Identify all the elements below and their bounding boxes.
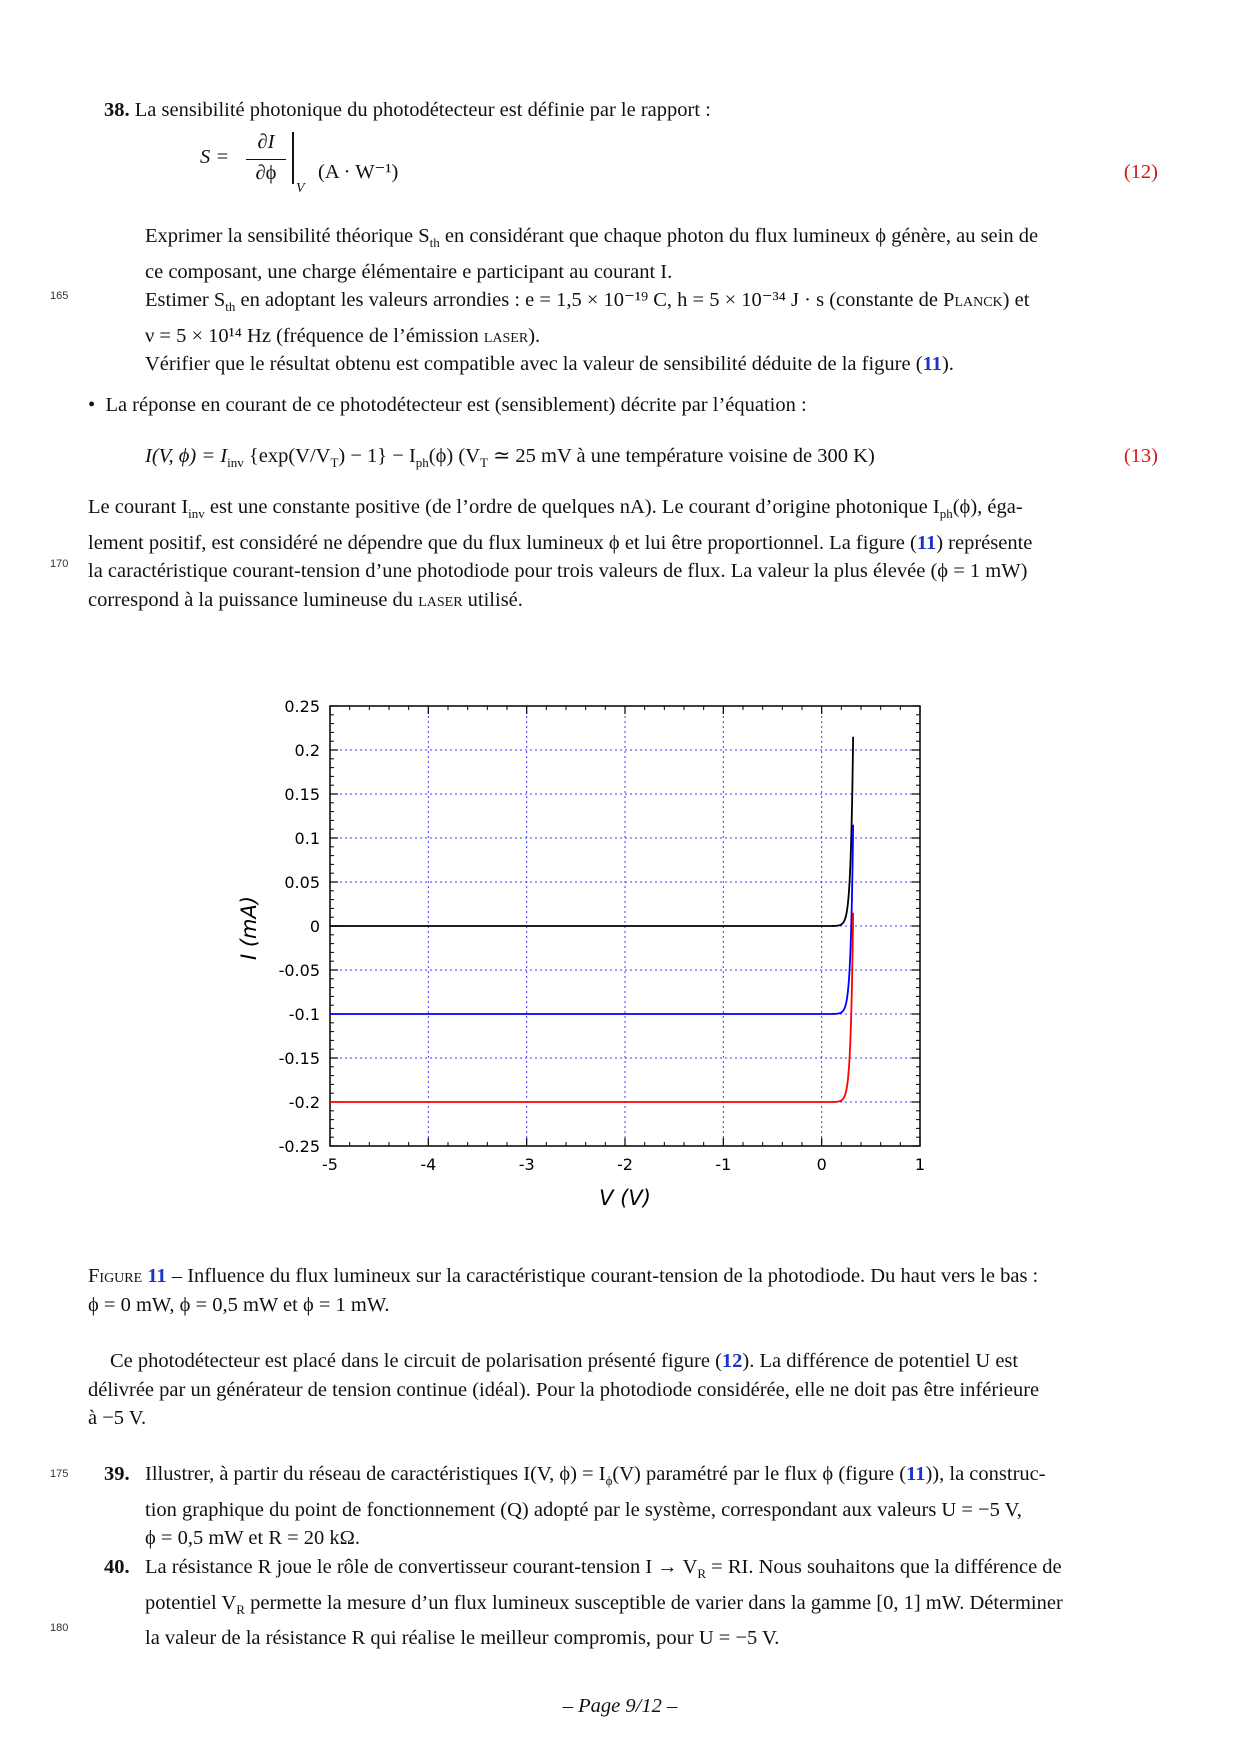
y-tick-label: 0.05 — [284, 873, 320, 892]
q38-line2: ce composant, une charge élémentaire e participant au courant I. — [145, 260, 673, 283]
q40-line3: la valeur de la résistance R qui réalise le meilleur compromis, pour U = −5 V. — [145, 1627, 780, 1650]
eq12-denominator: ∂ϕ — [255, 162, 277, 184]
q38-intro-text: La sensibilité photonique du photodétecteur est définie par le rapport : — [134, 99, 711, 121]
eq12-lhs: S = — [200, 146, 230, 168]
x-tick-label: 1 — [914, 1155, 926, 1174]
series-line-1 — [330, 737, 853, 926]
series-line-3 — [330, 913, 853, 1102]
fig11-link[interactable]: 11 — [906, 1463, 926, 1485]
fig12-link[interactable]: 12 — [721, 1350, 743, 1372]
y-tick-label: -0.15 — [278, 1049, 320, 1068]
q38-line1: Exprimer la sensibilité théorique $S_{th}$ en considérant que chaque photon du flux lumineux ϕ génère, au sein de — [145, 225, 1039, 251]
bullet-text: • La réponse en courant de ce photodétecteur est (sensiblement) décrite par l’équation : — [88, 394, 807, 416]
q40-number: 40. — [104, 1556, 130, 1578]
q40-line2: potentiel $V_R$ permette la mesure d’un flux lumineux susceptible de varier dans la gamme [0, 1] mW. Déterminer — [145, 1591, 1063, 1617]
eq12-numerator: ∂I — [257, 131, 275, 153]
eq12-eval-bar — [292, 132, 294, 184]
line-number-170: 170 — [50, 558, 69, 570]
line-number-165: 165 — [50, 290, 69, 302]
line-number-180: 180 — [50, 1622, 69, 1634]
eq12-ref[interactable]: (12) — [1123, 161, 1158, 183]
para2-line1: Ce photodétecteur est placé dans le circuit de polarisation présenté figure (12). La différence de potentiel U est — [110, 1350, 1019, 1372]
q38-number: 38. — [104, 99, 130, 121]
eq12-unit: (A · W⁻¹) — [318, 161, 399, 183]
x-tick-label: -4 — [420, 1155, 437, 1174]
y-tick-labels — [279, 697, 320, 1156]
q40-line1: La résistance R joue le rôle de convertisseur courant-tension $I \to V_R$ = RI. Nous souhaitons que la différence de — [145, 1556, 1062, 1582]
q38-line3: Estimer $S_{th}$ en adoptant les valeurs arrondies : e = 1,5 × 10⁻¹⁹ C, h = 5 × 10⁻³⁴ J · s (constante de Planck) et — [145, 289, 1030, 315]
fig11-link[interactable]: 11 — [916, 531, 937, 554]
x-tick-label: -2 — [617, 1155, 633, 1174]
figure-number: 11 — [147, 1265, 167, 1287]
fig11-link[interactable]: 11 — [922, 353, 942, 376]
q38-body — [145, 222, 1157, 379]
para2-line3: à −5 V. — [88, 1407, 147, 1429]
eq13-ref[interactable]: (13) — [1123, 445, 1158, 467]
chart-curves — [330, 737, 853, 1102]
para1-line1: Le courant $I_{inv}$ est une constante positive (de l’ordre de quelques nA). Le courant d’origine photonique $I_{ph}(\phi)$, éga- — [88, 496, 1023, 522]
caption-line2: ϕ = 0 mW, ϕ = 0,5 mW et ϕ = 1 mW. — [88, 1293, 390, 1316]
y-tick-label: -0.05 — [278, 961, 320, 980]
x-tick-label: -5 — [322, 1155, 338, 1174]
y-tick-label: -0.25 — [278, 1137, 320, 1156]
series-line-2 — [330, 825, 853, 1014]
x-tick-labels — [322, 1155, 925, 1174]
figure-caption — [88, 1262, 1154, 1319]
y-tick-label: 0.25 — [284, 697, 320, 716]
eq12-subscript: V — [296, 181, 305, 196]
q39-number: 39. — [104, 1463, 130, 1485]
q40-body — [145, 1553, 1157, 1653]
q39-line3: ϕ = 0,5 mW et R = 20 kΩ. — [145, 1527, 361, 1550]
para1-line3: la caractéristique courant-tension d’une photodiode pour trois valeurs de flux. La valeur la plus élevée (ϕ = 1 mW) — [88, 560, 1028, 583]
q39-line2: tion graphique du point de fonctionnement (Q) adopté par le système, correspondant aux valeurs U = −5 V, — [145, 1498, 1022, 1521]
q38-line4: ν = 5 × 10¹⁴ Hz (fréquence de l’émission laser). — [145, 324, 541, 347]
para1 — [88, 493, 1156, 614]
eq13: I(V, $\phi) = I_{inv}$ $\{\exp(V/V_T) - 1\} - I_{ph}(\phi)$ ($V_T$ ≃ 25 mV à une température voisine de 300 K) — [145, 445, 875, 471]
caption-line1: Figure 11 – Influence du flux lumineux sur la caractéristique courant-tension de la photodiode. Du haut vers le bas : — [88, 1265, 1039, 1287]
y-tick-label: 0.1 — [294, 829, 320, 848]
y-axis-label: I (mA) — [237, 895, 261, 961]
x-tick-label: 0 — [816, 1155, 827, 1174]
y-tick-label: 0 — [309, 917, 320, 936]
x-axis-label: V (V) — [599, 1186, 651, 1210]
x-tick-label: -3 — [518, 1155, 535, 1174]
q38-line5: Vérifier que le résultat obtenu est compatible avec la valeur de sensibilité déduite de la figure (11). — [145, 353, 954, 376]
para2-line2: délivrée par un générateur de tension continue (idéal). Pour la photodiode considérée, elle ne doit pas être inférieure — [88, 1378, 1040, 1401]
para1-line4: correspond à la puissance lumineuse du laser utilisé. — [88, 588, 523, 611]
x-tick-label: -1 — [715, 1155, 732, 1174]
figure-11-chart — [230, 680, 950, 1220]
q39-line1: Illustrer, à partir du réseau de caractéristiques I(V, $\phi) = I_\phi(V)$ paramétré par le flux ϕ (figure (11)), la construc- — [145, 1463, 1046, 1489]
y-tick-label: -0.2 — [288, 1093, 320, 1112]
q38-intro — [104, 96, 711, 125]
line-number-175: 175 — [50, 1468, 69, 1480]
para1-line2: lement positif, est considéré ne dépendre que du flux lumineux ϕ et lui être proportionnel. La figure (11) représente — [88, 531, 1033, 554]
y-tick-label: -0.1 — [288, 1005, 320, 1024]
para2 — [88, 1347, 1156, 1433]
y-tick-label: 0.2 — [294, 741, 320, 760]
y-tick-label: 0.15 — [284, 785, 320, 804]
bullet-icon: • — [88, 394, 96, 416]
q39-body — [145, 1460, 1157, 1553]
page-footer: – Page 9/12 – — [562, 1695, 678, 1717]
